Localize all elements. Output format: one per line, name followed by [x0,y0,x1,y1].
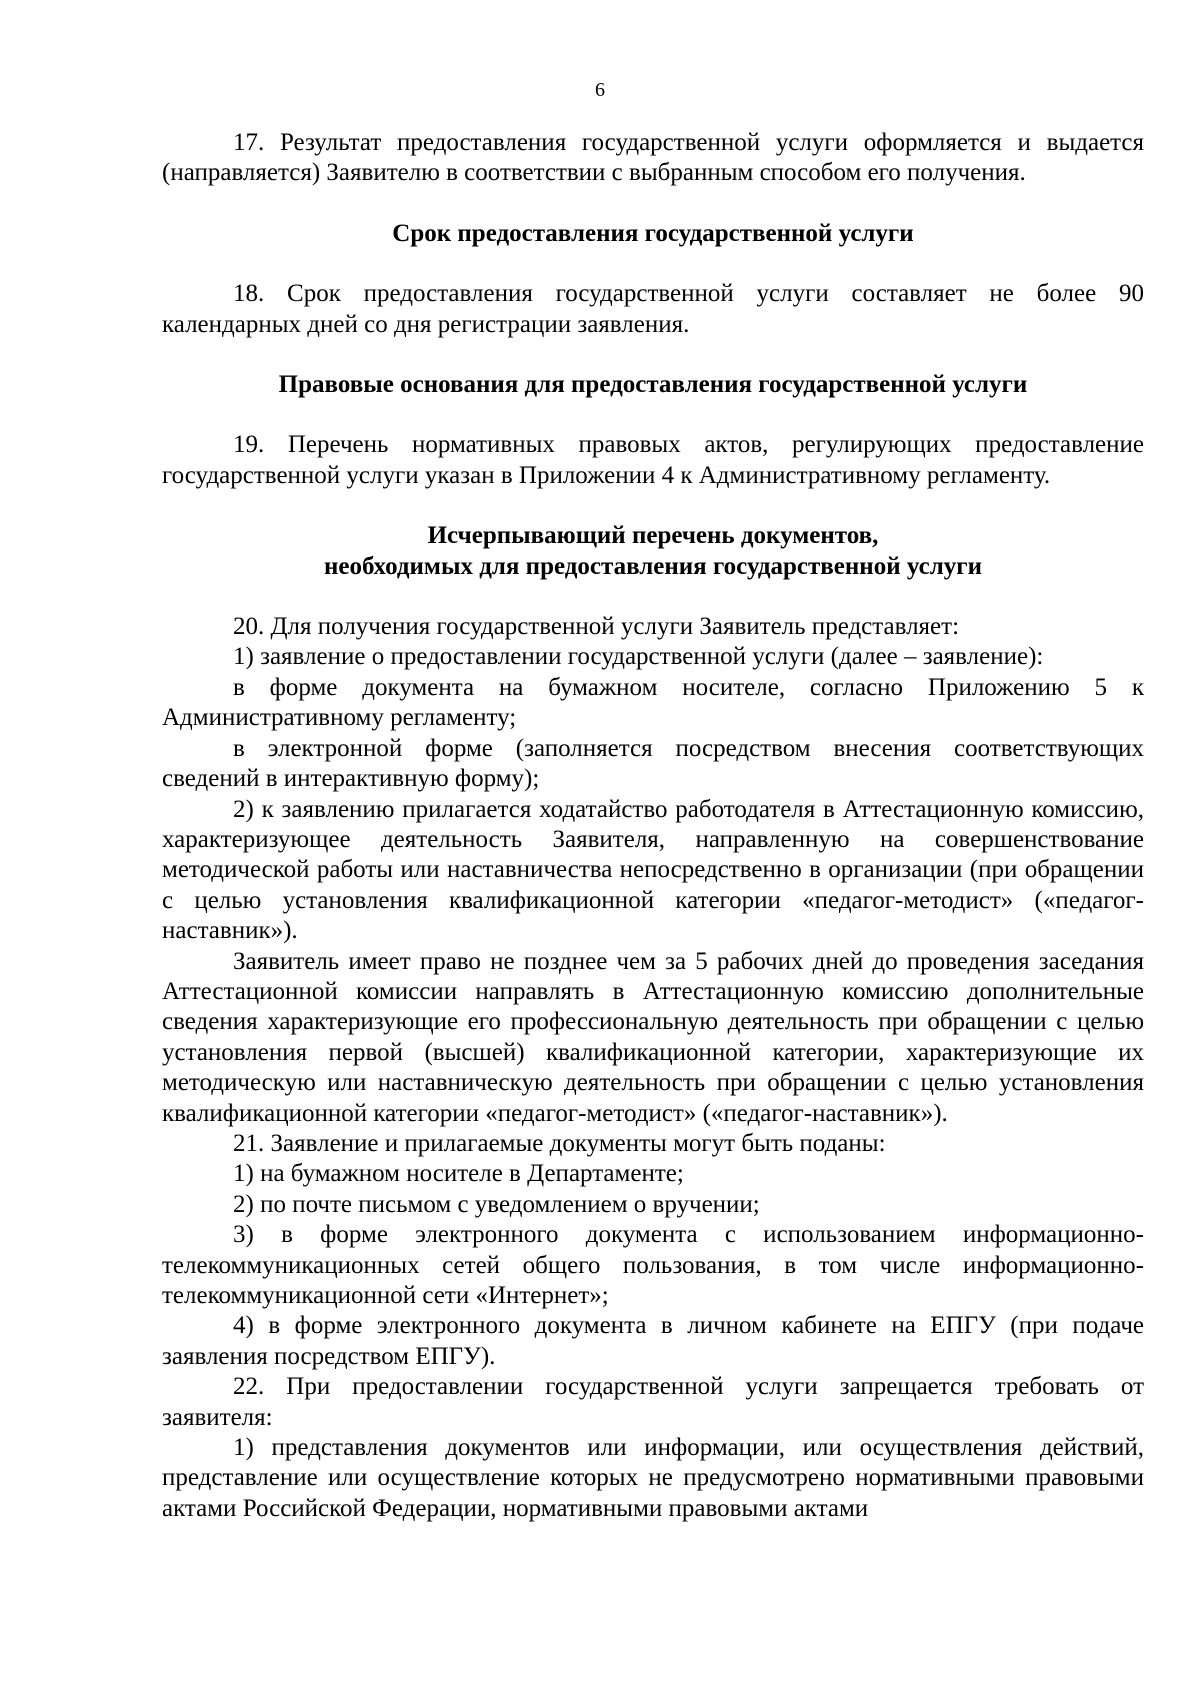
paragraph-21-item-3: 3) в форме электронного документа с использованием информационно-телекоммуникационных сетей общего пользования, в том числе информационно-телекоммуникационной сети «Интернет»; [162,1221,1144,1309]
paragraph-21-item-2: 2) по почте письмом с уведомлением о вручении; [233,1190,760,1218]
heading-pravovye-osnovaniya: Правовые основания для предоставления государственной услуги [278,371,1028,399]
paragraph-18: 18. Срок предоставления государственной услуги составляет не более 90 календарных дней со дня регистрации заявления. [162,280,1144,338]
paragraph-21-item-1: 1) на бумажном носителе в Департаменте; [233,1160,684,1188]
paragraph-22: 22. При предоставлении государственной услуги запрещается требовать от заявителя: [162,1373,1144,1431]
paragraph-19: 19. Перечень нормативных правовых актов, регулирующих предоставление государственной услуги указан в Приложении 4 к Административному регламенту. [162,431,1144,489]
document-body [162,128,1144,1524]
paragraph-17: 17. Результат предоставления государственной услуги оформляется и выдается (направляется) Заявителю в соответствии с выбранным способом его получения. [162,129,1144,187]
paragraph-20-item-1-paper: в форме документа на бумажном носителе, согласно Приложению 5 к Административному регламенту; [162,673,1144,732]
paragraph-20-item-1: 1) заявление о предоставлении государственной услуги (далее – заявление): [233,643,1044,671]
paragraph-21-item-4: 4) в форме электронного документа в личном кабинете на ЕПГУ (при подаче заявления посредством ЕПГУ). [162,1312,1144,1370]
heading-perechen-dokumentov [162,521,1144,582]
paragraph-20-applicant-right: Заявитель имеет право не позднее чем за 5 рабочих дней до проведения заседания Аттестационной комиссии направлять в Аттестационную комиссию дополнительные сведения характеризующие его профессиональную деятельность при обращении с целью установления первой (высшей) квалификационной категории, характеризующие их методическую или наставническую деятельность при обращении с целью установления квалификационной категории «педагог-методист» («педагог-наставник»). [162,947,1144,1127]
heading-perechen-line-1: Исчерпывающий перечень документов, [427,522,879,550]
paragraph-20: 20. Для получения государственной услуги Заявитель представляет: [233,613,960,641]
paragraph-22-item-1: 1) представления документов или информации, или осуществления действий, представление или осуществление которых не предусмотрено нормативными правовыми актами Российской Федерации, нормативными правовыми актами [162,1434,1144,1522]
heading-srok: Срок предоставления государственной услуги [392,219,914,247]
paragraph-21: 21. Заявление и прилагаемые документы могут быть поданы: [233,1129,886,1157]
page-number: 6 [595,79,605,101]
paragraph-20-item-2: 2) к заявлению прилагается ходатайство работодателя в Аттестационную комиссию, характеризующее деятельность Заявителя, направленную на совершенствование методической работы или наставничества непосредственно в организации (при обращении с целью установления квалификационной категории «педагог-методист» («педагог-наставник»). [162,795,1144,945]
heading-perechen-line-2: необходимых для предоставления государственной услуги [324,552,982,580]
paragraph-20-item-1-electronic: в электронной форме (заполняется посредством внесения соответствующих сведений в интерактивную форму); [162,734,1144,793]
